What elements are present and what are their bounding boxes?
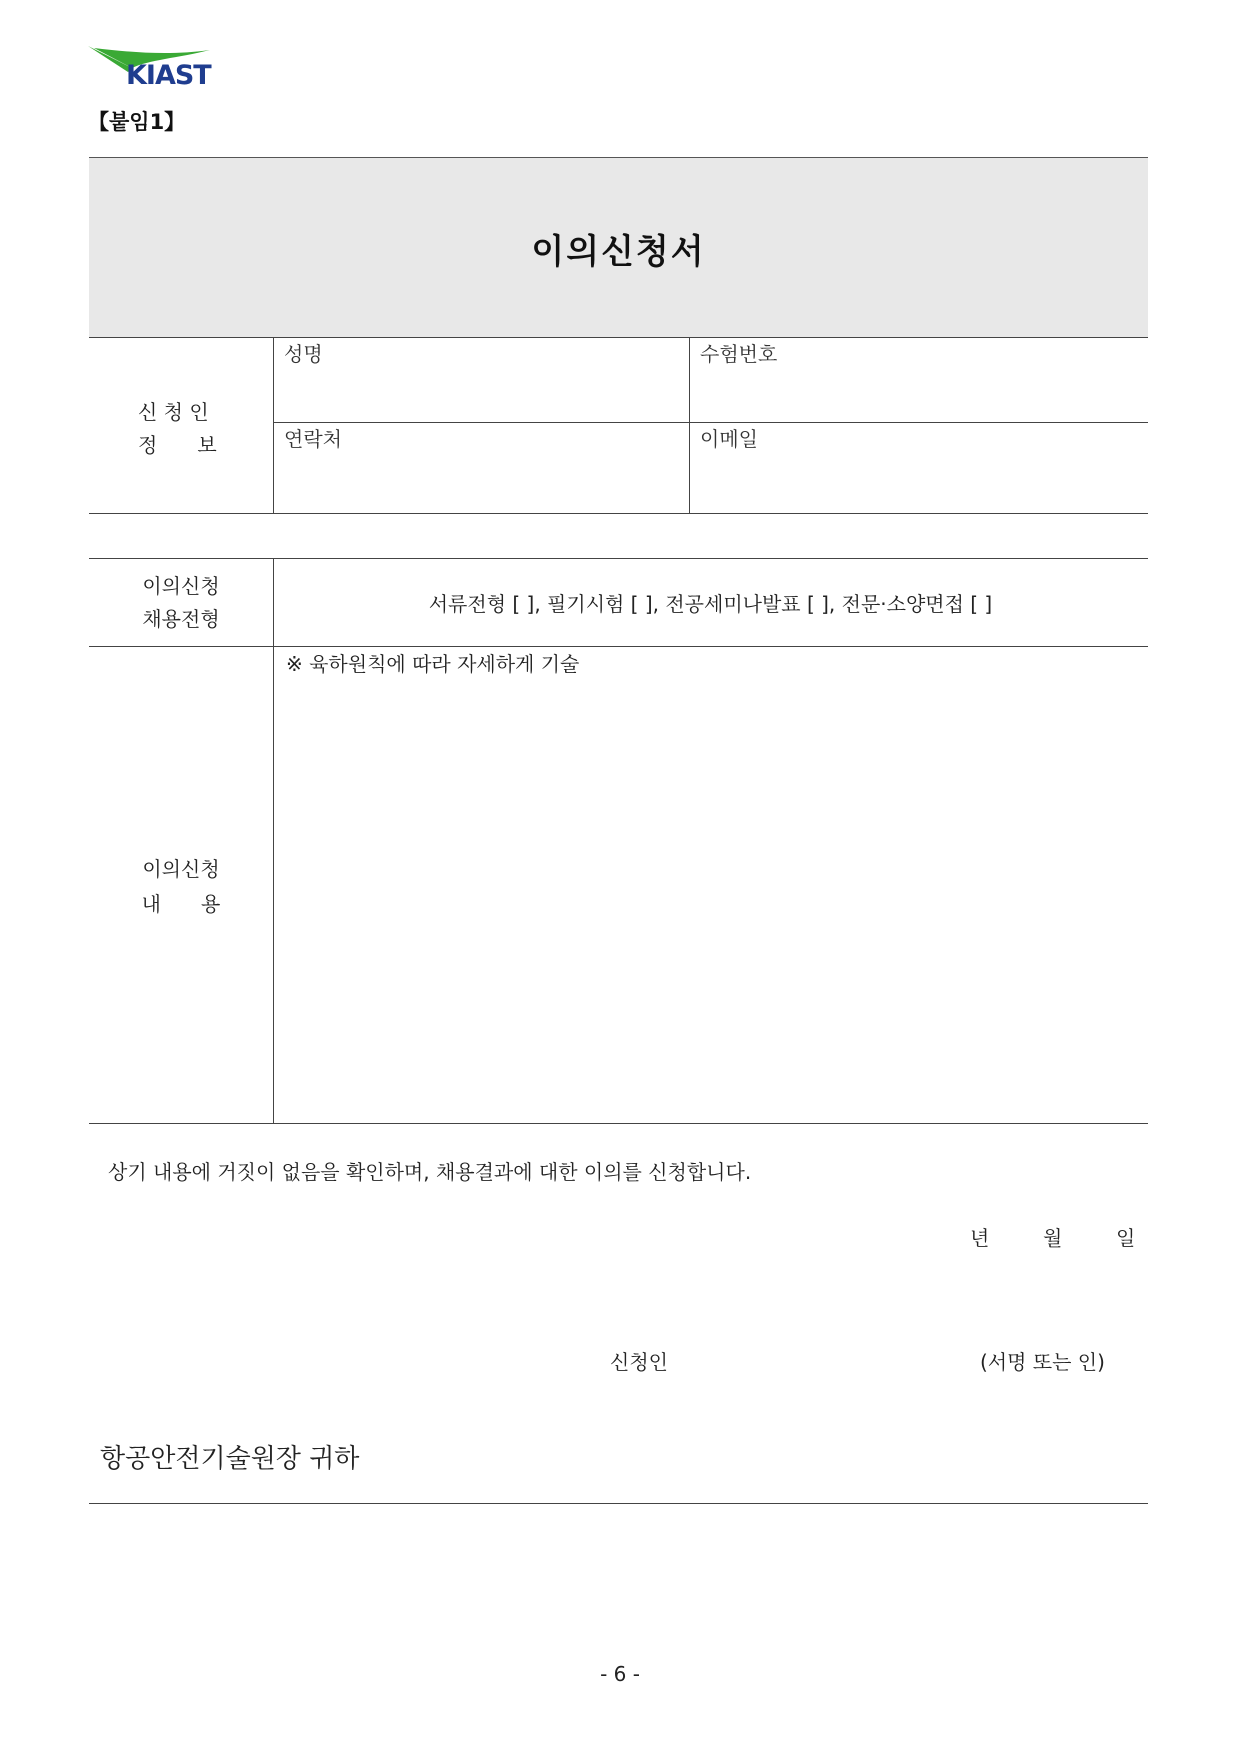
contact-label: 연락처 (284, 427, 342, 451)
name-label: 성명 (284, 342, 323, 366)
table-line (689, 337, 690, 513)
date-day: 일 (1116, 1226, 1136, 1250)
declaration-text: 상기 내용에 거짓이 없음을 확인하며, 채용결과에 대한 이의를 신청합니다. (108, 1160, 752, 1184)
table-line (89, 646, 1148, 647)
table-line (89, 513, 1148, 514)
table-line (89, 558, 1148, 559)
table-line (273, 337, 274, 513)
exam-number-label: 수험번호 (700, 342, 778, 366)
logo-text: KIAST (126, 60, 211, 91)
date-month: 월 (1043, 1226, 1063, 1250)
applicant-signature-label: 신청인 (610, 1350, 668, 1374)
kiast-logo (88, 46, 210, 94)
table-line (89, 1123, 1148, 1124)
content-section-label: 이의신청 내 용 (141, 857, 221, 916)
attachment-label: 【붙임1】 (88, 110, 186, 134)
table-line (273, 558, 274, 1123)
table-line (89, 337, 1148, 338)
stage-section-label: 이의신청 채용전형 (142, 574, 220, 631)
stage-options: 서류전형 [ ], 필기시험 [ ], 전공세미나발표 [ ], 전문·소양면접 [ ] (428, 592, 993, 616)
page-number: - 6 - (600, 1662, 640, 1686)
date-year: 년 (970, 1226, 990, 1250)
form-title-box (89, 157, 1148, 338)
email-label: 이메일 (700, 427, 758, 451)
content-note: ※ 육하원칙에 따라 자세하게 기술 (286, 652, 580, 676)
applicant-section-label: 신 청 인 정 보 (138, 400, 217, 457)
form-title: 이의신청서 (531, 231, 706, 272)
footer-divider (89, 1503, 1148, 1504)
recipient-text: 항공안전기술원장 귀하 (100, 1444, 360, 1474)
signature-hint: (서명 또는 인) (980, 1350, 1105, 1374)
